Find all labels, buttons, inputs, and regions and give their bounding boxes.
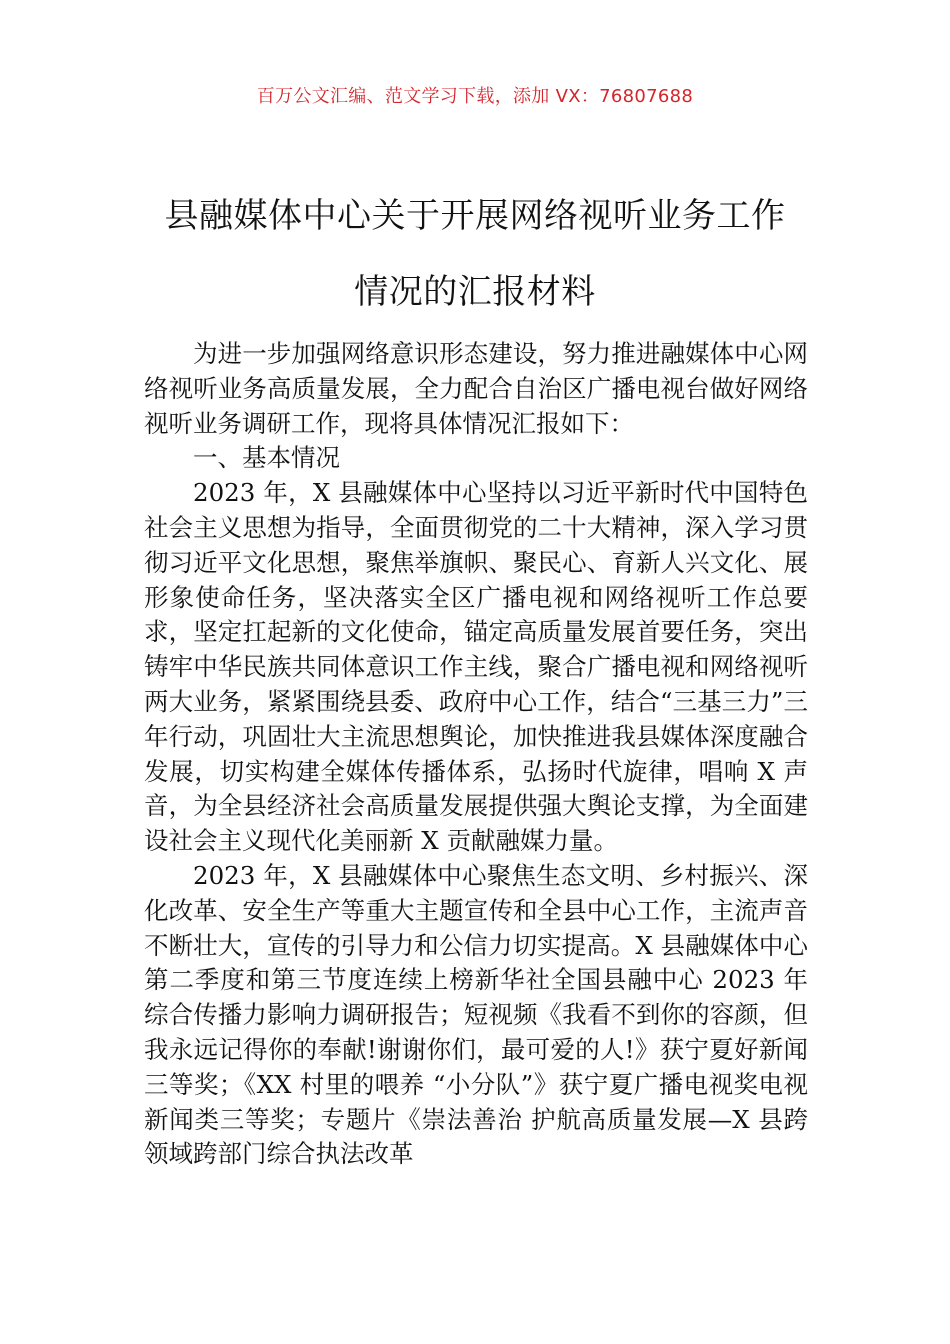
document-title — [120, 178, 830, 330]
title-line-1: 县融媒体中心关于开展网络视听业务工作 — [164, 196, 786, 236]
body-paragraph: 2023 年，X 县融媒体中心聚焦生态文明、乡村振兴、深化改革、安全生产等重大主题宣传和全县中心工作，主流声音不断壮大，宣传的引导力和公信力切实提高。X 县融媒体中心第二季度和第三节度连续上榜新华社全国县融中心 2023 年综合传播力影响力调研报告；短视频《我看不到你的容颜，但我永远记得你的奉献!谢谢你们，最可爱的人!》获宁夏好新闻三等奖；《XX 村里的喂养 “小分队”》获宁夏广播电视奖电视新闻类三等奖；专题片《崇法善治 护航高质量发展—X 县跨领域跨部门综合执法改革 — [144, 860, 808, 1169]
watermark-header: 百万公文汇编、范文学习下载，添加 VX：76807688 — [256, 86, 694, 107]
body-paragraph: 2023 年，X 县融媒体中心坚持以习近平新时代中国特色社会主义思想为指导，全面贯彻党的二十大精神，深入学习贯彻习近平文化思想，聚焦举旗帜、聚民心、育新人兴文化、展形象使命任务，坚决落实全区广播电视和网络视听工作总要求，坚定扛起新的文化使命，锚定高质量发展首要任务，突出铸牢中华民族共同体意识工作主线，聚合广播电视和网络视听两大业务，紧紧围绕县委、政府中心工作，结合“三基三力”三年行动，巩固壮大主流思想舆论，加快推进我县媒体深度融合发展，切实构建全媒体传播体系，弘扬时代旋律，唱响 X 声音，为全县经济社会高质量发展提供强大舆论支撑，为全面建设社会主义现代化美丽新 X 贡献融媒力量。 — [144, 478, 808, 856]
section-heading: 一、基本情况 — [193, 443, 340, 473]
title-line-2: 情况的汇报材料 — [354, 272, 596, 312]
document-body — [144, 337, 808, 1172]
intro-paragraph: 为进一步加强网络意识形态建设，努力推进融媒体中心网络视听业务高质量发展，全力配合自治区广播电视台做好网络视听业务调研工作，现将具体情况汇报如下： — [144, 339, 808, 438]
